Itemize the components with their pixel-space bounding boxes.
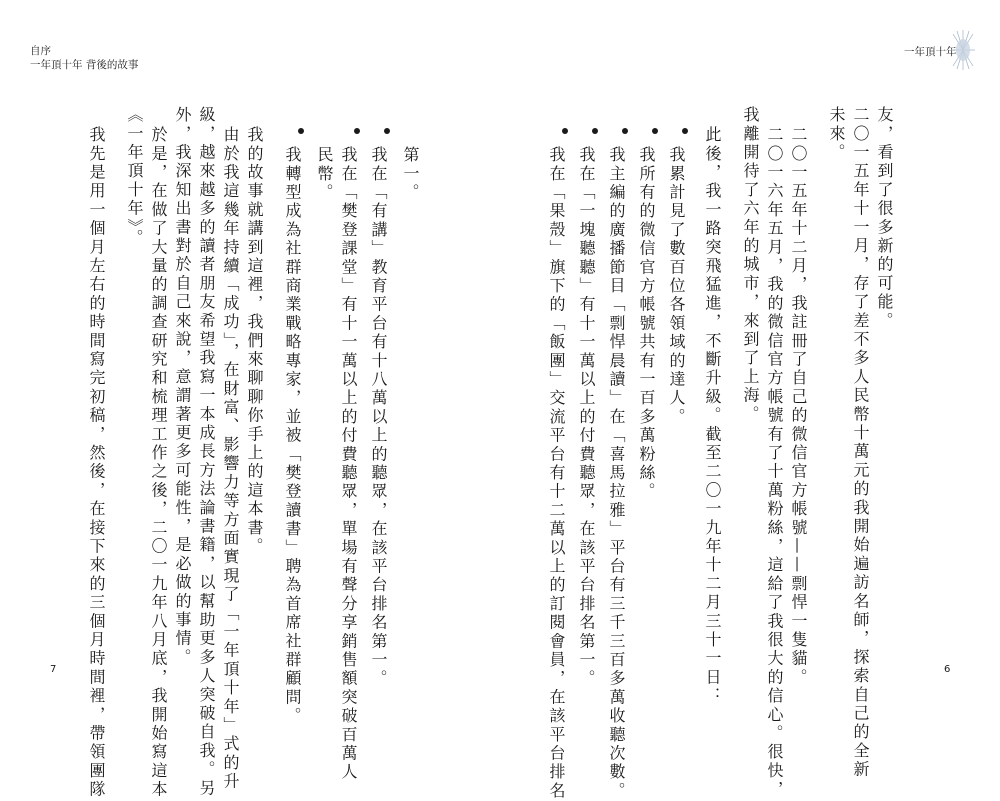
bullet-icon xyxy=(562,128,568,134)
list-item: 我在「有講」教育平台有十八萬以上的聽眾，在該平台排名第一。 xyxy=(369,146,388,689)
list-item: 我在「一塊聽聽」有十一萬以上的付費聽眾，在該平台排名第一。 xyxy=(577,146,596,689)
text-column: 二〇一六年五月，我的微信官方帳號有了十萬粉絲，這給了我很大的信心。很快， xyxy=(765,126,784,800)
text-column: 此後，我一路突飛猛進，不斷升級。截至二〇一九年十二月三十一日： xyxy=(703,126,722,706)
list-item-continued: 民幣。 xyxy=(315,146,334,203)
decorative-ornament-icon xyxy=(950,28,976,72)
list-item: 我主編的廣播節目「剽悍晨讀」在「喜馬拉雅」平台有三千三百多萬收聽次數。 xyxy=(607,146,626,801)
bullet-icon xyxy=(384,128,390,134)
text-column: 級，越來越多的讀者朋友希望我寫一本成長方法論書籍，以幫助更多人突破自我。另 xyxy=(197,106,216,798)
bullet-icon xyxy=(354,128,360,134)
text-column: 我離開待了六年的城市，來到了上海。 xyxy=(741,106,760,424)
list-item: 我累計見了數百位各領域的達人。 xyxy=(667,146,686,427)
list-item: 我轉型成為社群商業戰略專家，並被「樊登讀書」聘為首席社群顧問。 xyxy=(283,146,302,726)
running-header-left xyxy=(30,44,138,72)
list-item: 我在「樊登課堂」有十一萬以上的付費聽眾，單場有聲分享銷售額突破百萬人 xyxy=(339,146,358,782)
text-column: 友，看到了很多新的可能。 xyxy=(875,106,894,331)
text-column: 二〇一五年十二月，我註冊了自己的微信官方帳號——剽悍一隻貓。 xyxy=(789,126,808,687)
list-item-continued: 第一。 xyxy=(401,146,420,203)
bullet-icon xyxy=(682,128,688,134)
list-item: 我所有的微信官方帳號共有一百多萬粉絲。 xyxy=(637,146,656,502)
bullet-icon xyxy=(298,128,304,134)
text-column: 於是，在做了大量的調查研究和梳理工作之後，二〇一九年八月底，我開始寫這本 xyxy=(149,126,168,800)
running-header-right: 一年頂十年 xyxy=(904,46,957,58)
text-column: 我的故事就講到這裡，我們來聊聊你手上的這本書。 xyxy=(245,126,264,557)
text-column: 由於我這幾年持續「成功」，在財富、影響力等方面實現了「一年頂十年」式的升 xyxy=(221,126,240,792)
section-title: 自序 xyxy=(30,45,51,57)
text-column: 我先是用一個月左右的時間寫完初稿，然後，在接下來的三個月時間裡，帶領團隊 xyxy=(87,126,106,800)
bullet-icon xyxy=(622,128,628,134)
bullet-icon xyxy=(652,128,658,134)
chapter-subtitle: 一年頂十年 背後的故事 xyxy=(30,59,139,71)
page-number-right: 6 xyxy=(944,664,951,675)
bullet-icon xyxy=(592,128,598,134)
list-item: 我在「果殼」旗下的「飯團」交流平台有十二萬以上的訂閱會員，在該平台排名 xyxy=(547,146,566,801)
text-column: 外，我深知出書對於自己來說，意謂著更多可能性，是必做的事情。 xyxy=(173,106,192,667)
text-column: 未來。 xyxy=(827,106,846,163)
text-column: 二〇一五年十一月，存了差不多人民幣十萬元的我開始遍訪名師，探索自己的全新 xyxy=(851,106,870,780)
text-column: 《一年頂十年》。 xyxy=(125,106,144,248)
page-number-left: 7 xyxy=(50,664,57,675)
